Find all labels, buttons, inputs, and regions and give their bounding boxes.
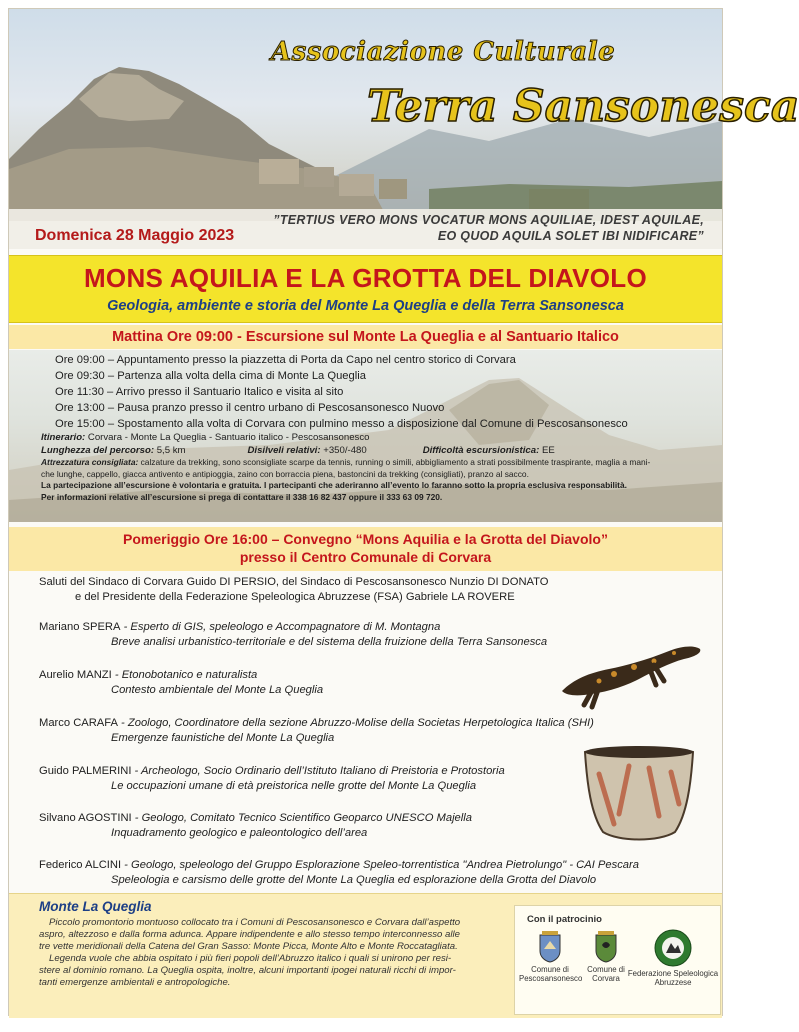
footer-text-line: tanti emergenze ambientali e antropologiche.: [39, 977, 231, 988]
salamander-image: [554, 629, 704, 709]
footer-title: Monte La Queglia: [39, 899, 152, 914]
schedule-item: Ore 13:00 – Pausa pranzo presso il centro urbano di Pescosansonesco Nuovo: [55, 402, 445, 414]
footer-description: [39, 917, 511, 989]
patron-line2: Corvara: [592, 974, 620, 983]
excursion-info: [41, 432, 711, 503]
greetings-line1: Saluti del Sindaco di Corvara Guido DI PERSIO, del Sindaco di Pescosansonesco Nunzio DI DONATO: [39, 576, 549, 588]
speaker-name: Aurelio MANZI: [39, 669, 112, 681]
participation-note: La partecipazione all’escursione è volontaria e gratuita. I partecipanti che aderiranno all’evento lo faranno sotto la propria esclusiva responsabilità.: [41, 480, 627, 490]
patron-line2: Pescosansonesco: [519, 974, 583, 983]
poster: [8, 8, 799, 1016]
afternoon-heading-line1: Pomeriggio Ore 16:00 – Convegno “Mons Aquilia e la Grotta del Diavolo”: [123, 531, 608, 547]
latin-quote: [264, 212, 704, 244]
speaker-role: - Geologo, speleologo del Gruppo Esplorazione Speleo-torrentistica "Andrea Pietrolungo" - CAI Pescara: [121, 859, 639, 871]
afternoon-heading: [9, 527, 722, 571]
crest-corvara: [581, 931, 631, 983]
speaker-role: - Etonobotanico e naturalista: [111, 669, 258, 681]
talk-title: Inquadramento geologico e paleontologico dell’area: [111, 827, 368, 839]
footer-text-line: tre vette meridionali della Catena del Gran Sasso: Monte Picca, Monte Alto e Monte Roccatagliata.: [39, 941, 458, 952]
speaker-name: Silvano AGOSTINI: [39, 812, 132, 824]
morning-section: [9, 350, 722, 522]
schedule-item: Ore 09:00 – Appuntamento presso la piazzetta di Porta da Capo nel centro storico di Corvara: [55, 354, 516, 366]
speaker-role: - Esperto di GIS, speleologo e Accompagnatore di M. Montagna: [120, 621, 441, 633]
talk-item: [39, 811, 472, 841]
association-name-line2: Terra Sansonesca: [367, 81, 799, 132]
route-stats: Lunghezza del percorso: 5,5 km Disilveli relativi: +350/-480 Difficoltà escursionistica: EE: [41, 444, 555, 456]
association-name-line1: Associazione Culturale: [271, 37, 616, 67]
schedule-item: Ore 09:30 – Partenza alla volta della cima di Monte La Queglia: [55, 370, 366, 382]
patron-line1: Federazione Speleologica: [627, 969, 719, 978]
schedule-item: Ore 15:00 – Spostamento alla volta di Corvara con pulmino messo a disposizione dal Comune di Pescosansonesco: [55, 418, 628, 430]
fsa-logo-icon: [654, 929, 692, 967]
speaker-name: Mariano SPERA: [39, 621, 121, 633]
quote-line: EO QUOD AQUILA SOLET IBI NIDIFICARE”: [437, 229, 704, 243]
morning-schedule: [55, 352, 628, 432]
corvara-crest-icon: [594, 931, 618, 963]
footer-text-line: Piccolo promontorio montuoso collocato tra i Comuni di Pescosansonesco e Corvara dall’aspetto: [49, 917, 461, 928]
afternoon-heading-line2: presso il Centro Comunale di Corvara: [239, 549, 492, 565]
patron-line1: Comune di: [587, 965, 625, 974]
talk-item: [39, 716, 594, 746]
talk-title: Breve analisi urbanistico-territoriale e del sistema della fruizione della Terra Sansonesca: [111, 636, 548, 648]
speaker-name: Marco CARAFA: [39, 717, 118, 729]
itinerary: Itinerario: Corvara - Monte La Queglia - Santuario italico - Pescosansonesco: [41, 432, 370, 443]
speaker-name: Guido PALMERINI: [39, 765, 132, 777]
talk-title: Contesto ambientale del Monte La Queglia: [111, 684, 324, 696]
talk-item: [39, 620, 547, 650]
subtitle: Geologia, ambiente e storia del Monte La Queglia e della Terra Sansonesca: [107, 298, 624, 314]
patron-line2: Abruzzese: [654, 978, 692, 987]
greetings-line2: e del Presidente della Federazione Speleologica Abruzzese (FSA) Gabriele LA ROVERE: [75, 591, 515, 603]
speaker-name: Federico ALCINI: [39, 859, 122, 871]
morning-heading: Mattina Ore 09:00 - Escursione sul Monte La Queglia e al Santuario Italico: [9, 325, 722, 349]
greetings: [39, 575, 548, 605]
event-date: Domenica 28 Maggio 2023: [35, 227, 235, 244]
speaker-role: - Zoologo, Coordinatore della sezione Abruzzo-Molise della Societas Herpetologica Italica (SHI): [117, 717, 594, 729]
talk-title: Emergenze faunistiche del Monte La Queglia: [111, 732, 335, 744]
talk-title: Le occupazioni umane di età preistorica nelle grotte del Monte La Queglia: [111, 780, 477, 792]
patronage-title: Con il patrocinio: [527, 914, 602, 925]
footer-text-line: aspro, altezzoso e dalla forma adunca. Appare indipendente e allo stesso tempo interconnesso alle: [39, 929, 460, 940]
talk-item: [39, 764, 505, 794]
equipment-line2: che lunghe, cappello, giacca antivento e antipioggia, zaino con borraccia piena, bastoncini da trekking (consigliati), pranzo al sacco.: [41, 468, 529, 479]
talk-item: [39, 858, 639, 888]
footer-text-line: stere al dominio romano. La Queglia ospita, inoltre, alcuni importanti ipogei naturali ricchi di impor-: [39, 965, 456, 976]
speaker-role: - Archeologo, Socio Ordinario dell’Istituto Italiano di Preistoria e Protostoria: [131, 765, 505, 777]
patron-line1: Comune di: [531, 965, 569, 974]
quote-line: ”TERTIUS VERO MONS VOCATUR MONS AQUILIAE, IDEST AQUILAE,: [273, 213, 704, 227]
main-title: MONS AQUILIA E LA GROTTA DEL DIAVOLO: [83, 263, 648, 293]
schedule-item: Ore 11:30 – Arrivo presso il Santuario Italico e visita al sito: [55, 386, 344, 398]
talk-item: [39, 668, 323, 698]
crest-fsa: [627, 929, 719, 987]
footer-text-line: Legenda vuole che abbia ospitato i più fieri popoli dell’Abruzzo italico i quali si unirono per resi-: [49, 953, 452, 964]
equipment-line1: Attrezzatura consigliata: calzature da trekking, sono sconsigliate scarpe da tennis, running o simili, abbigliamento a strati possibilmente traspirante, maglia a mani-: [41, 457, 651, 467]
talk-title: Speleologia e carsismo delle grotte del Monte La Queglia ed esplorazione della Grotta del Diavolo: [111, 874, 597, 886]
contact-note: Per informazioni relative all’escursione si prega di contattare il 338 16 82 437 oppure il 333 63 09 720.: [41, 491, 443, 502]
pescosansonesco-crest-icon: [538, 931, 562, 963]
speaker-role: - Geologo, Comitato Tecnico Scientifico Geoparco UNESCO Majella: [131, 812, 472, 824]
hero-photo: [9, 9, 799, 221]
crest-pescosansonesco: [519, 931, 581, 983]
prehistoric-pot-image: [579, 744, 699, 844]
